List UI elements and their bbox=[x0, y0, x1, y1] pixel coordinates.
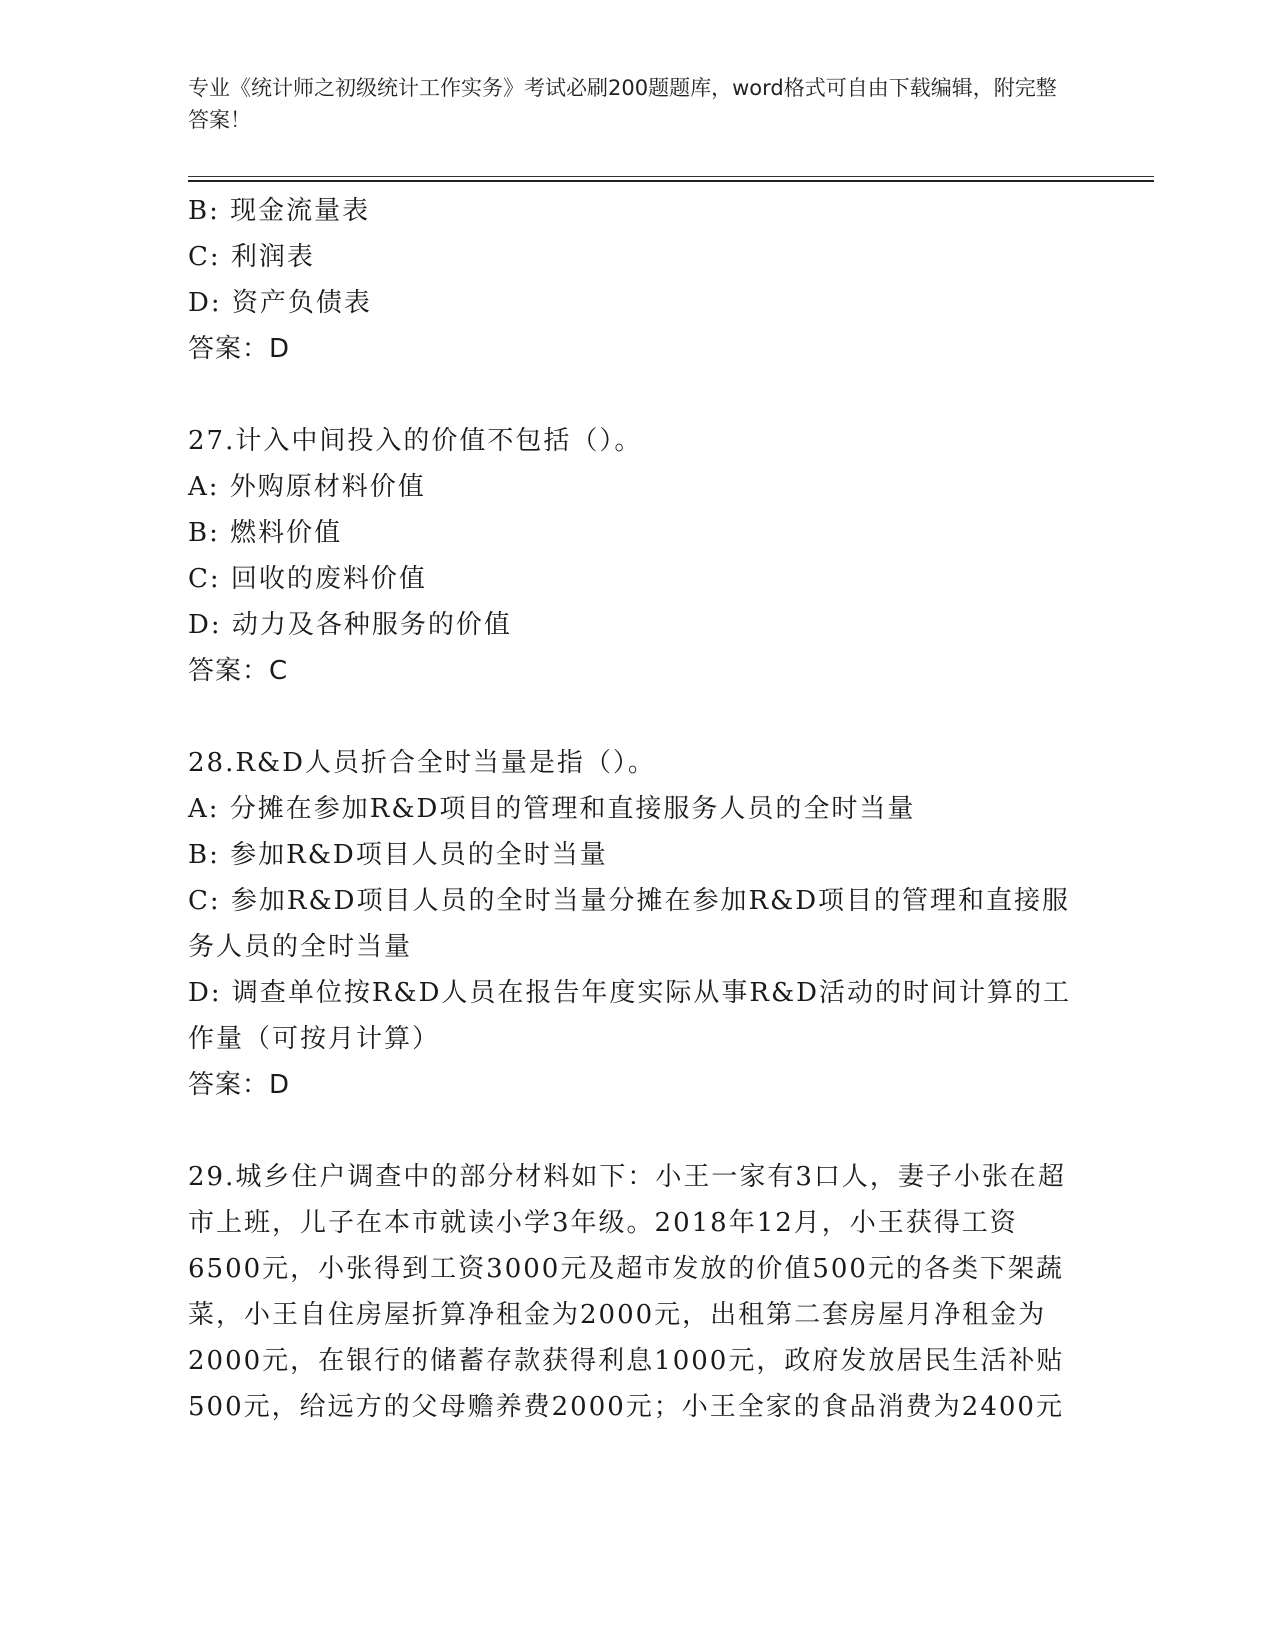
option-d: D: 资产负债表 bbox=[188, 288, 372, 318]
question-26 bbox=[188, 188, 1088, 372]
option-b: B: 参加R&D项目人员的全时当量 bbox=[188, 840, 608, 870]
question-stem: 27.计入中间投入的价值不包括（）。 bbox=[188, 426, 643, 456]
answer: 答案：D bbox=[188, 1070, 291, 1100]
spacer bbox=[188, 694, 1088, 740]
option-c: C: 参加R&D项目人员的全时当量分摊在参加R&D项目的管理和直接服务人员的全时当量 bbox=[188, 886, 1071, 962]
document-body bbox=[188, 188, 1088, 1430]
option-a: A: 分摊在参加R&D项目的管理和直接服务人员的全时当量 bbox=[188, 794, 916, 824]
option-a: A: 外购原材料价值 bbox=[188, 472, 426, 502]
document-header: 专业《统计师之初级统计工作实务》考试必刷200题题库，word格式可自由下载编辑，附完整答案！ bbox=[188, 76, 1057, 132]
question-stem: 28.R&D人员折合全时当量是指（）。 bbox=[188, 748, 656, 778]
question-28 bbox=[188, 740, 1088, 1108]
question-27 bbox=[188, 418, 1088, 694]
header-rule-thick bbox=[188, 180, 1154, 182]
option-d: D: 动力及各种服务的价值 bbox=[188, 610, 512, 640]
spacer bbox=[188, 372, 1088, 418]
option-c: C: 回收的废料价值 bbox=[188, 564, 427, 594]
option-b: B: 现金流量表 bbox=[188, 196, 371, 226]
spacer bbox=[188, 1108, 1088, 1154]
option-d: D: 调查单位按R&D人员在报告年度实际从事R&D活动的时间计算的工作量（可按月计算） bbox=[188, 978, 1072, 1054]
answer: 答案：D bbox=[188, 334, 291, 364]
option-c: C: 利润表 bbox=[188, 242, 315, 272]
option-b: B: 燃料价值 bbox=[188, 518, 343, 548]
answer: 答案：C bbox=[188, 656, 289, 686]
question-stem: 29.城乡住户调查中的部分材料如下：小王一家有3口人，妻子小张在超市上班，儿子在本市就读小学3年级。2018年12月，小王获得工资6500元，小张得到工资3000元及超市发放的价值500元的各类下架蔬菜，小王自住房屋折算净租金为2000元，出租第二套房屋月净租金为2000元，在银行的储蓄存款获得利息1000元，政府发放居民生活补贴500元，给远方的父母赡养费2000元；小王全家的食品消费为2400元 bbox=[188, 1162, 1066, 1422]
question-29 bbox=[188, 1154, 1088, 1430]
header-rule-thin bbox=[188, 176, 1154, 177]
